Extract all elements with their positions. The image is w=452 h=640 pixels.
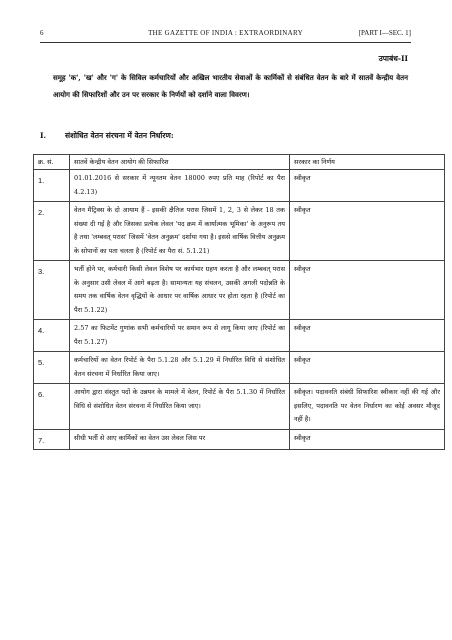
table-row: [34, 202, 445, 261]
table-header-row: [34, 155, 445, 170]
header-rule: [40, 42, 411, 43]
serial-cell: 4.: [34, 320, 70, 352]
page-header: [40, 29, 411, 41]
section-heading: [40, 131, 174, 141]
decision-cell: स्वीकृत: [290, 170, 445, 202]
page-number: 6: [40, 29, 44, 37]
table-row: [34, 170, 445, 202]
annexure-label: उपाबंध-II: [378, 54, 408, 63]
table-row: [34, 320, 445, 352]
recommendation-cell: वेतन मैट्रिक्स के दो आयाम हैं - इसकी क्षैतिज परास जिसमें 1, 2, 3 से लेकर 18 तक संख्या दी गई है और जिसका प्रत्येक लेवल 'पद क्रम में कार्यात्मक भूमिका' के अनुरूप तय है तथा 'लम्बवत् परास' जिसमें 'वेतन अनुक्रम' दर्शाया गया है। इससे वार्षिक वित्तीय अनुक्रम के सोपानों का पता चलता है (रिपोर्ट का पैरा सं. 5.1.21): [70, 202, 290, 261]
serial-cell: 6.: [34, 384, 70, 430]
decision-cell: स्वीकृत: [290, 202, 445, 261]
intro-paragraph: समूह 'क', 'ख' और 'ग' के सिविल कर्मचारियों और अखिल भारतीय सेवाओं के कार्मिकों से संबंधित वेतन के बारे में सातवें केन्द्रीय वेतन आयोग की सिफारिशों और उन पर सरकार के निर्णयों को दर्शाने वाला विवरण।: [53, 73, 408, 99]
table-row: [34, 261, 445, 320]
column-header-serial: क्र. सं.: [34, 155, 70, 170]
serial-cell: 2.: [34, 202, 70, 261]
table-row: [34, 352, 445, 384]
serial-cell: 3.: [34, 261, 70, 320]
part-section-label: [PART I—SEC. 1]: [358, 29, 411, 37]
serial-cell: 7.: [34, 429, 70, 450]
decision-cell: स्वीकृत। पदावनति संबंधी सिफारिश स्वीकार नहीं की गई और इसलिए, पदावनति पर वेतन निर्धारण का कोई अवसर मौजूद नहीं है।: [290, 384, 445, 430]
decision-cell: स्वीकृत: [290, 352, 445, 384]
table-row: [34, 429, 445, 450]
column-header-decision: सरकार का निर्णय: [290, 155, 445, 170]
recommendation-cell: आयोग द्वारा संस्तुत पदों के उन्नयन के मामले में वेतन, रिपोर्ट के पैरा 5.1.30 में निर्धारित विधि से संशोधित वेतन संरचना में निर्धारित किया जाए।: [70, 384, 290, 430]
serial-cell: 1.: [34, 170, 70, 202]
gazette-title: THE GAZETTE OF INDIA : EXTRAORDINARY: [148, 29, 303, 37]
recommendation-cell: कर्मचारियों का वेतन रिपोर्ट के पैरा 5.1.28 और 5.1.29 में निर्धारित विधि से संशोधित वेतन संरचना में निर्धारित किया जाए।: [70, 352, 290, 384]
recommendation-cell: 01.01.2016 से सरकार में न्यूनतम वेतन 18000 रुपए प्रति माह (रिपोर्ट का पैरा 4.2.13): [70, 170, 290, 202]
serial-cell: 5.: [34, 352, 70, 384]
recommendation-cell: भर्ती होने पर, कर्मचारी किसी लेवल विशेष पर कार्यभार ग्रहण करता है और लम्बवत् परास के अनुसार उसी लेवल में आगे बढ़ता है। सामान्यतः यह संचलन, उसकी अगली पदोन्नति के समय तक वार्षिक वेतन वृद्धियों के आधार पर वार्षिक आधार पर होता रहता है (रिपोर्ट का पैरा 5.1.22): [70, 261, 290, 320]
decision-cell: स्वीकृत: [290, 261, 445, 320]
table-row: [34, 384, 445, 430]
decision-cell: स्वीकृत: [290, 429, 445, 450]
column-header-recommendation: सातवें केन्द्रीय वेतन आयोग की सिफारिश: [70, 155, 290, 170]
section-number: I.: [40, 131, 47, 140]
decision-cell: स्वीकृत: [290, 320, 445, 352]
recommendations-table: [33, 154, 445, 450]
recommendation-cell: सीधी भर्ती से आए कार्मिकों का वेतन उस लेवल जिस पर: [70, 429, 290, 450]
recommendation-cell: 2.57 का फिटमेंट गुणांक सभी कर्मचारियों पर समान रूप से लागू किया जाए (रिपोर्ट का पैरा 5.1.27): [70, 320, 290, 352]
section-title: संशोधित वेतन संरचना में वेतन निर्धारण:: [65, 131, 174, 140]
